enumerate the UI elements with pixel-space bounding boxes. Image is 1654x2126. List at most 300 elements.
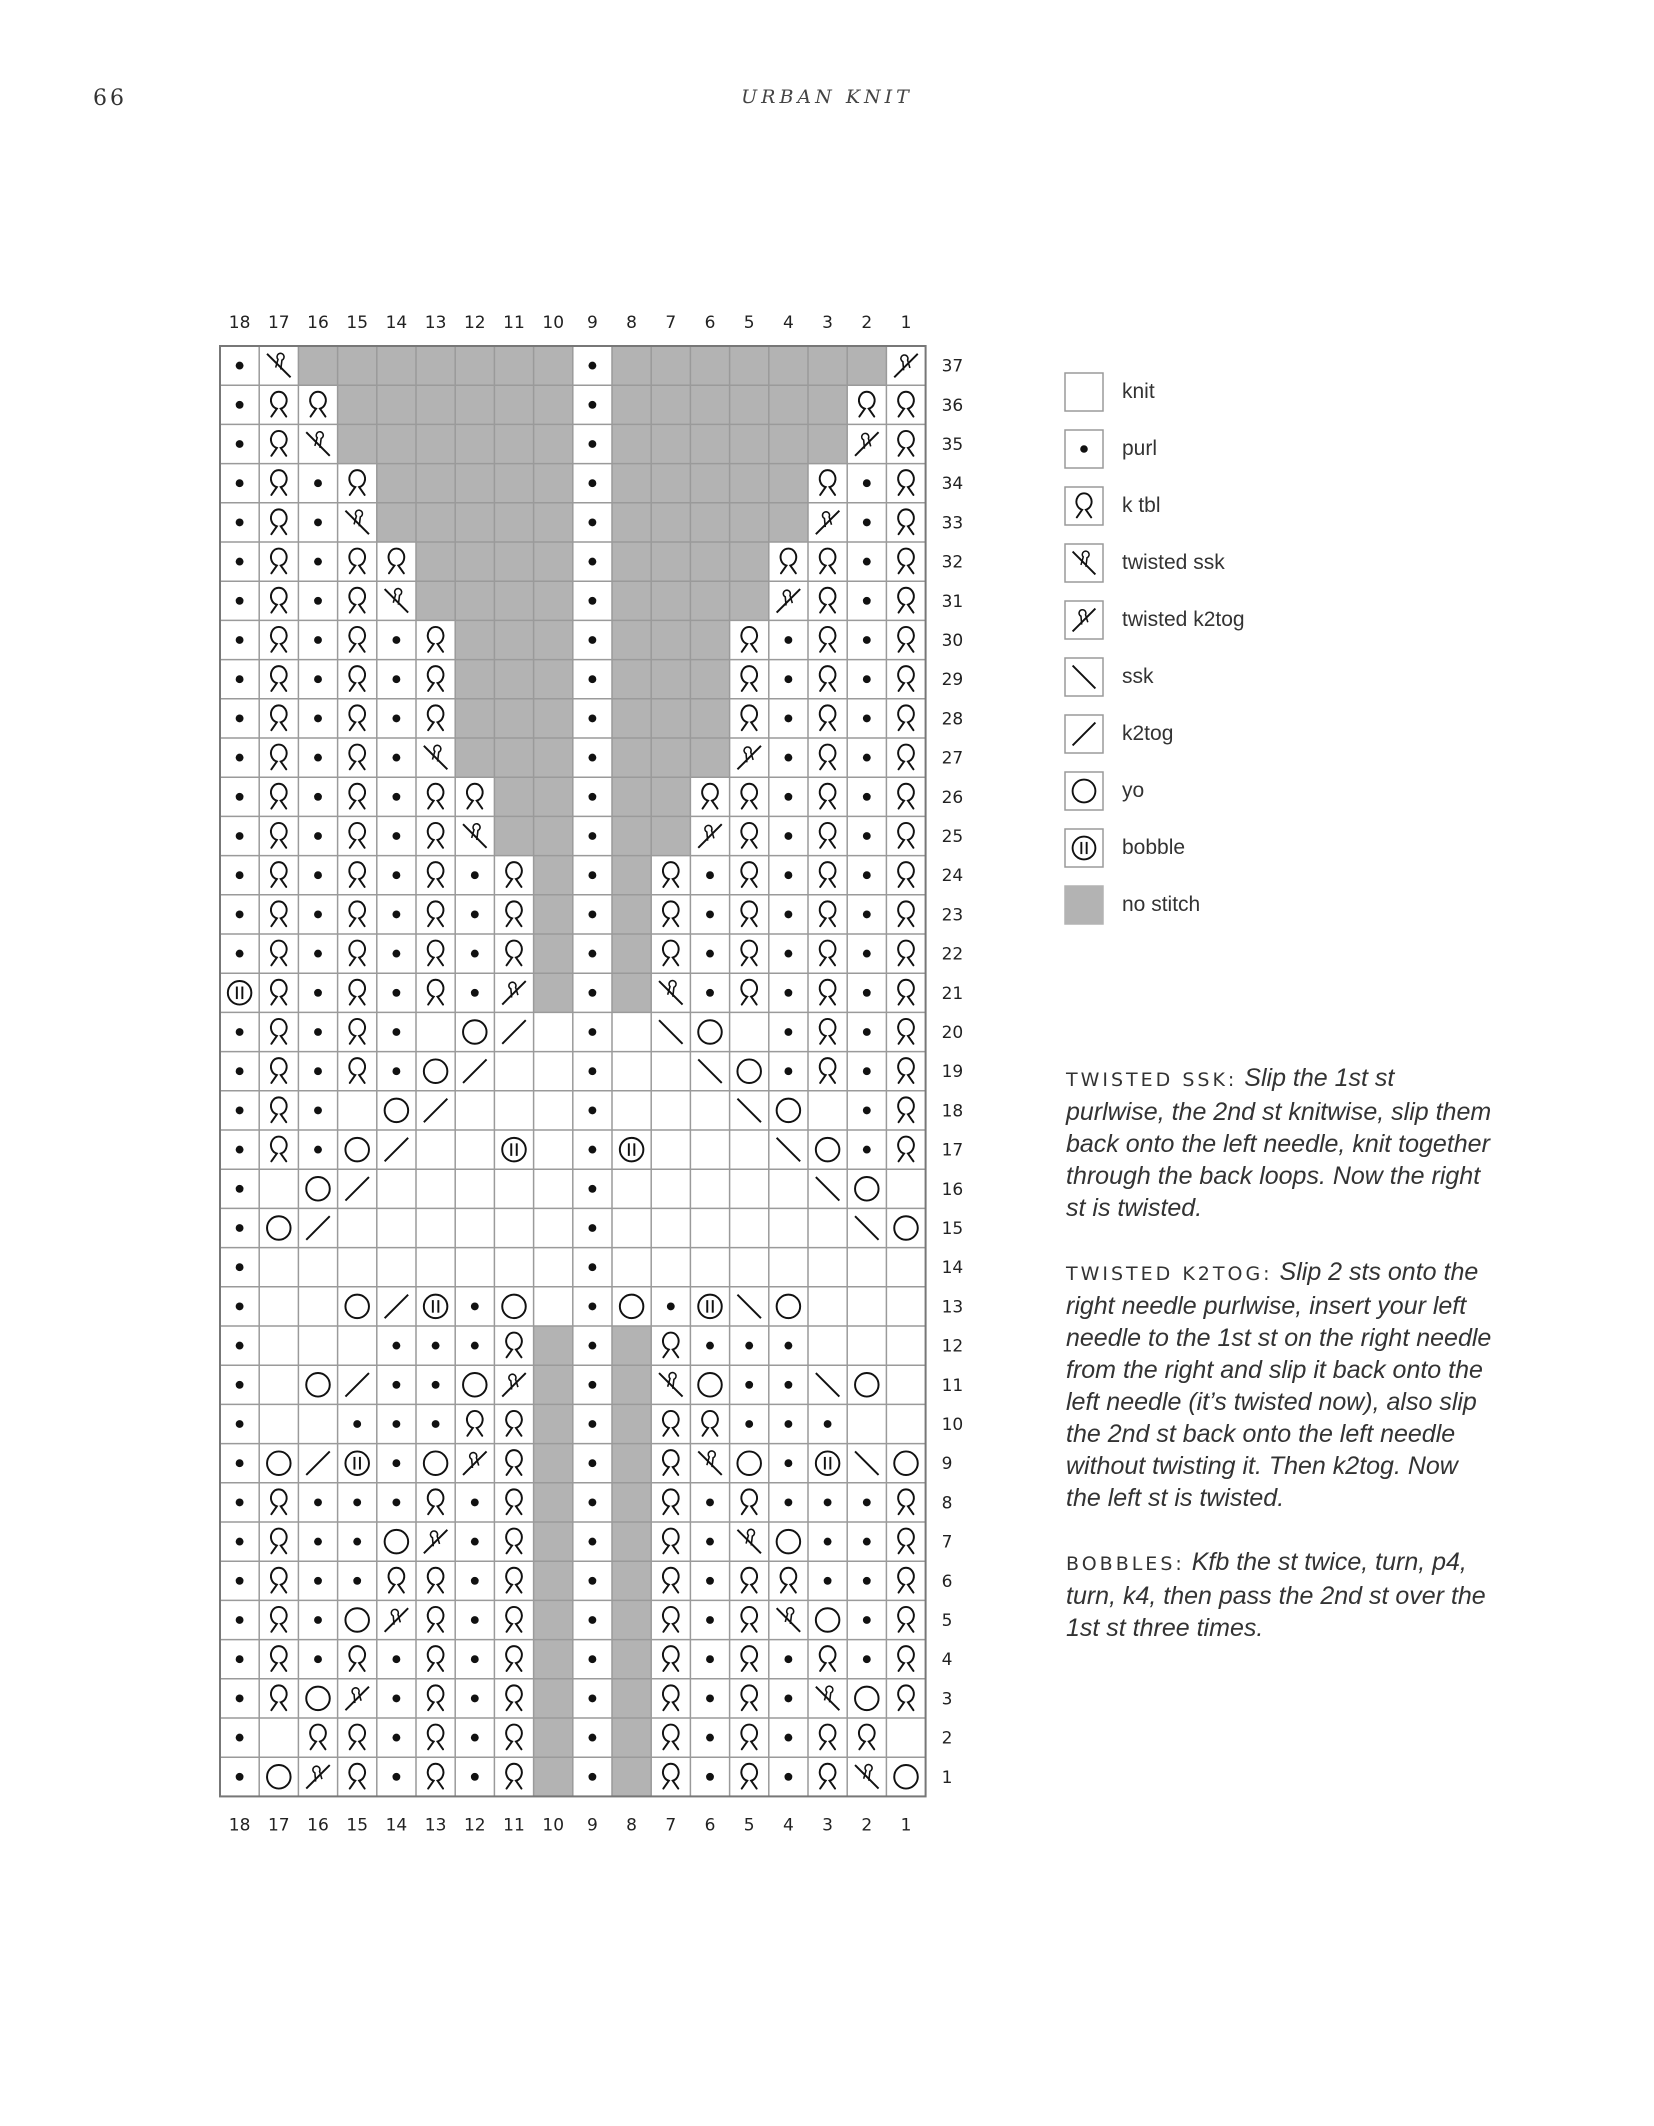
no-stitch-cell xyxy=(534,464,573,503)
stitch-cell-no-stitch xyxy=(534,777,573,816)
stitch-cell-no-stitch xyxy=(534,699,573,738)
stitch-cell-purl xyxy=(220,1561,259,1600)
stitch-cell-no-stitch xyxy=(534,581,573,620)
cell-bg xyxy=(455,1012,494,1051)
stitch-cell-k-tbl xyxy=(730,973,769,1012)
stitch-cell-purl xyxy=(377,620,416,659)
legend-label: knit xyxy=(1122,380,1155,403)
stitch-cell-purl xyxy=(338,1483,377,1522)
no-stitch-cell xyxy=(612,934,651,973)
no-stitch-cell xyxy=(612,503,651,542)
stitch-cell-k2tog xyxy=(416,1091,455,1130)
stitch-cell-knit xyxy=(651,1091,690,1130)
no-stitch-cell xyxy=(534,542,573,581)
stitch-cell-k-tbl xyxy=(259,856,298,895)
cell-bg xyxy=(534,1248,573,1287)
stitch-cell-purl xyxy=(455,1757,494,1796)
stitch-cell-knit xyxy=(377,1208,416,1247)
stitch-cell-purl xyxy=(220,1091,259,1130)
stitch-cell-knit xyxy=(259,1718,298,1757)
stitch-cell-knit xyxy=(298,1248,337,1287)
stitch-cell-twisted-k2tog xyxy=(338,1679,377,1718)
stitch-cell-purl xyxy=(298,1052,337,1091)
column-number-bottom: 13 xyxy=(424,1815,447,1836)
stitch-cell-k-tbl xyxy=(416,1561,455,1600)
stitch-cell-yo xyxy=(259,1208,298,1247)
running-title: URBAN KNIT xyxy=(741,86,913,108)
stitch-cell-no-stitch xyxy=(769,503,808,542)
stitch-cell-no-stitch xyxy=(494,699,533,738)
stitch-cell-purl xyxy=(220,699,259,738)
no-stitch-cell xyxy=(534,1444,573,1483)
column-number-top: 3 xyxy=(822,313,834,333)
stitch-cell-purl xyxy=(455,1483,494,1522)
no-stitch-cell xyxy=(651,503,690,542)
stitch-cell-twisted-ssk xyxy=(808,1679,847,1718)
stitch-cell-knit xyxy=(808,1091,847,1130)
no-stitch-cell xyxy=(769,424,808,463)
no-stitch-cell xyxy=(690,346,729,385)
row-number: 16 xyxy=(941,1179,964,1200)
stitch-cell-k-tbl xyxy=(886,385,925,424)
stitch-cell-yo xyxy=(769,1522,808,1561)
cell-bg xyxy=(416,1169,455,1208)
stitch-cell-yo xyxy=(690,1365,729,1404)
stitch-cell-no-stitch xyxy=(298,346,337,385)
stitch-cell-purl xyxy=(220,424,259,463)
stitch-cell-knit xyxy=(651,1248,690,1287)
row-number: 32 xyxy=(941,552,964,573)
stitch-cell-no-stitch xyxy=(690,542,729,581)
stitch-cell-purl xyxy=(769,777,808,816)
cell-bg xyxy=(612,1169,651,1208)
stitch-cell-purl xyxy=(455,1600,494,1639)
stitch-cell-k-tbl xyxy=(259,1012,298,1051)
no-stitch-cell xyxy=(769,503,808,542)
column-number-top: 13 xyxy=(424,313,447,333)
no-stitch-cell xyxy=(612,738,651,777)
stitch-cell-knit xyxy=(886,1248,925,1287)
stitch-cell-purl xyxy=(220,542,259,581)
stitch-cell-knit xyxy=(259,1404,298,1443)
stitch-cell-knit xyxy=(534,1248,573,1287)
stitch-cell-yo xyxy=(416,1444,455,1483)
cell-bg xyxy=(651,1091,690,1130)
stitch-cell-ssk xyxy=(690,1052,729,1091)
note-heading: TWISTED SSK: xyxy=(1066,1069,1238,1091)
stitch-cell-purl xyxy=(573,1757,612,1796)
cell-bg xyxy=(1065,829,1103,867)
stitch-cell-k-tbl xyxy=(416,1483,455,1522)
stitch-cell-ssk xyxy=(651,1012,690,1051)
stitch-cell-purl xyxy=(220,816,259,855)
stitch-cell-knit xyxy=(730,1169,769,1208)
stitch-cell-no-stitch xyxy=(416,385,455,424)
stitch-cell-purl xyxy=(651,1287,690,1326)
no-stitch-cell xyxy=(534,1640,573,1679)
stitch-cell-bobble xyxy=(416,1287,455,1326)
stitch-cell-k-tbl xyxy=(338,660,377,699)
no-stitch-cell xyxy=(534,973,573,1012)
stitch-cell-purl xyxy=(690,1561,729,1600)
stitch-cell-no-stitch xyxy=(769,424,808,463)
cell-bg xyxy=(847,1248,886,1287)
no-stitch-cell xyxy=(769,385,808,424)
stitch-cell-twisted-k2tog xyxy=(847,424,886,463)
stitch-cell-purl xyxy=(220,1326,259,1365)
cell-bg xyxy=(494,1130,533,1169)
stitch-cell-k-tbl xyxy=(886,1679,925,1718)
cell-bg xyxy=(338,1248,377,1287)
row-number: 20 xyxy=(941,1023,964,1043)
stitch-cell-no-stitch xyxy=(534,1640,573,1679)
stitch-cell-purl xyxy=(573,1091,612,1130)
stitch-cell-knit xyxy=(534,1052,573,1091)
stitch-cell-purl xyxy=(769,1404,808,1443)
stitch-cell-purl xyxy=(847,699,886,738)
no-stitch-cell xyxy=(534,1365,573,1404)
cell-bg xyxy=(730,1012,769,1051)
stitch-cell-twisted-ssk xyxy=(847,1757,886,1796)
no-stitch-cell xyxy=(494,503,533,542)
stitch-cell-no-stitch xyxy=(338,424,377,463)
column-number-top: 12 xyxy=(463,313,486,333)
no-stitch-cell xyxy=(612,895,651,934)
note-heading: TWISTED K2TOG: xyxy=(1066,1263,1273,1285)
no-stitch-cell xyxy=(651,385,690,424)
stitch-cell-purl xyxy=(573,424,612,463)
stitch-cell-k-tbl xyxy=(259,581,298,620)
stitch-cell-no-stitch xyxy=(455,464,494,503)
row-number: 36 xyxy=(941,395,964,416)
cell-bg xyxy=(416,1287,455,1326)
k-tbl-icon xyxy=(1064,486,1104,526)
column-number-bottom: 6 xyxy=(704,1815,716,1836)
no-stitch-cell xyxy=(455,699,494,738)
cell-bg xyxy=(651,1052,690,1091)
stitch-cell-knit xyxy=(494,1052,533,1091)
no-stitch-cell xyxy=(377,385,416,424)
cell-bg xyxy=(298,1365,337,1404)
stitch-cell-yo xyxy=(847,1679,886,1718)
stitch-cell-no-stitch xyxy=(651,346,690,385)
row-number: 21 xyxy=(941,983,964,1004)
stitch-cell-no-stitch xyxy=(847,346,886,385)
no-stitch-cell xyxy=(534,346,573,385)
stitch-cell-k-tbl xyxy=(338,895,377,934)
stitch-cell-k-tbl xyxy=(259,1130,298,1169)
row-number: 10 xyxy=(941,1415,964,1435)
cell-bg xyxy=(690,1169,729,1208)
stitch-cell-purl xyxy=(730,1404,769,1443)
stitch-cell-purl xyxy=(220,895,259,934)
stitch-cell-purl xyxy=(220,1718,259,1757)
no-stitch-cell xyxy=(612,464,651,503)
stitch-cell-ssk xyxy=(847,1444,886,1483)
cell-bg xyxy=(651,1248,690,1287)
cell-bg xyxy=(730,1130,769,1169)
stitch-cell-k-tbl xyxy=(259,816,298,855)
stitch-cell-purl xyxy=(377,973,416,1012)
row-number: 37 xyxy=(941,356,964,377)
cell-bg xyxy=(259,1404,298,1443)
no-stitch-cell xyxy=(534,1757,573,1796)
knit-icon xyxy=(1064,372,1104,412)
stitch-cell-purl xyxy=(377,816,416,855)
stitch-cell-k-tbl xyxy=(886,503,925,542)
stitch-cell-purl xyxy=(769,699,808,738)
stitch-cell-knit xyxy=(808,1208,847,1247)
stitch-cell-no-stitch xyxy=(534,934,573,973)
stitch-cell-purl xyxy=(573,934,612,973)
stitch-cell-k-tbl xyxy=(455,1404,494,1443)
stitch-cell-purl xyxy=(455,934,494,973)
stitch-cell-purl xyxy=(573,1404,612,1443)
stitch-cell-k-tbl xyxy=(886,424,925,463)
stitch-cell-purl xyxy=(377,1640,416,1679)
stitch-cell-k-tbl xyxy=(651,1679,690,1718)
stitch-cell-k-tbl xyxy=(886,1600,925,1639)
cell-bg xyxy=(338,1326,377,1365)
stitch-cell-purl xyxy=(690,934,729,973)
stitch-cell-k-tbl xyxy=(259,1640,298,1679)
stitch-cell-k-tbl xyxy=(338,1012,377,1051)
stitch-cell-purl xyxy=(769,1483,808,1522)
cell-bg xyxy=(612,1208,651,1247)
stitch-cell-no-stitch xyxy=(494,424,533,463)
stitch-cell-yo xyxy=(377,1522,416,1561)
cell-bg xyxy=(338,1287,377,1326)
stitch-cell-purl xyxy=(573,464,612,503)
no-stitch-cell xyxy=(494,816,533,855)
no-stitch-cell xyxy=(455,581,494,620)
cell-bg xyxy=(298,1404,337,1443)
no-stitch-cell xyxy=(651,346,690,385)
stitch-cell-k-tbl xyxy=(886,1091,925,1130)
stitch-cell-yo xyxy=(808,1130,847,1169)
no-stitch-cell xyxy=(651,699,690,738)
row-number: 28 xyxy=(941,709,964,730)
column-number-bottom: 16 xyxy=(307,1815,329,1836)
stitch-cell-k-tbl xyxy=(730,1600,769,1639)
stitch-cell-purl xyxy=(298,503,337,542)
no-stitch-cell xyxy=(416,346,455,385)
column-number-bottom: 2 xyxy=(861,1815,873,1836)
stitch-cell-no-stitch xyxy=(455,542,494,581)
row-number: 31 xyxy=(941,591,964,612)
no-stitch-cell xyxy=(612,581,651,620)
stitch-cell-purl xyxy=(690,856,729,895)
row-number: 15 xyxy=(941,1219,964,1239)
legend-label: yo xyxy=(1122,779,1145,802)
no-stitch-cell xyxy=(690,464,729,503)
column-number-top: 7 xyxy=(665,313,677,333)
stitch-cell-purl xyxy=(847,856,886,895)
row-number: 24 xyxy=(941,866,964,887)
cell-bg xyxy=(259,1326,298,1365)
stitch-cell-k-tbl xyxy=(730,1679,769,1718)
no-stitch-cell xyxy=(808,385,847,424)
no-stitch-cell xyxy=(690,503,729,542)
no-stitch-cell xyxy=(612,816,651,855)
stitch-cell-twisted-k2tog xyxy=(730,738,769,777)
stitch-cell-knit xyxy=(377,1169,416,1208)
row-number: 11 xyxy=(941,1375,964,1396)
cell-bg xyxy=(494,1169,533,1208)
stitch-cell-purl xyxy=(808,1483,847,1522)
row-number: 3 xyxy=(941,1689,953,1710)
cell-bg xyxy=(730,1208,769,1247)
stitch-cell-no-stitch xyxy=(534,424,573,463)
stitch-cell-no-stitch xyxy=(494,581,533,620)
stitch-cell-purl xyxy=(573,1483,612,1522)
stitch-cell-bobble xyxy=(690,1287,729,1326)
legend-item-no-stitch xyxy=(1064,885,1364,925)
stitch-cell-yo xyxy=(338,1600,377,1639)
stitch-cell-knit xyxy=(808,1248,847,1287)
column-number-top: 1 xyxy=(900,313,912,333)
no-stitch-cell xyxy=(534,620,573,659)
legend-item-twisted-ssk xyxy=(1064,543,1364,583)
no-stitch-cell xyxy=(534,1483,573,1522)
stitch-cell-knit xyxy=(847,1404,886,1443)
stitch-cell-k-tbl xyxy=(494,856,533,895)
stitch-cell-no-stitch xyxy=(651,620,690,659)
stitch-cell-knit xyxy=(690,1208,729,1247)
stitch-cell-purl xyxy=(690,1679,729,1718)
cell-bg xyxy=(259,1718,298,1757)
no-stitch-cell xyxy=(730,385,769,424)
stitch-cell-purl xyxy=(573,856,612,895)
stitch-cell-k-tbl xyxy=(886,895,925,934)
stitch-cell-no-stitch xyxy=(534,1326,573,1365)
stitch-cell-purl xyxy=(220,464,259,503)
stitch-cell-knit xyxy=(298,1287,337,1326)
cell-bg xyxy=(886,1444,925,1483)
row-number: 4 xyxy=(941,1650,953,1671)
stitch-cell-yo xyxy=(769,1287,808,1326)
stitch-cell-purl xyxy=(573,385,612,424)
stitch-cell-k-tbl xyxy=(808,973,847,1012)
stitch-cell-purl xyxy=(298,1522,337,1561)
stitch-cell-ssk xyxy=(730,1287,769,1326)
stitch-cell-no-stitch xyxy=(494,503,533,542)
no-stitch-cell xyxy=(690,738,729,777)
no-stitch-cell xyxy=(612,424,651,463)
cell-bg xyxy=(847,1326,886,1365)
cell-bg xyxy=(534,1012,573,1051)
no-stitch-cell xyxy=(612,1561,651,1600)
cell-bg xyxy=(534,1208,573,1247)
stitch-cell-purl xyxy=(338,1522,377,1561)
stitch-cell-twisted-ssk xyxy=(690,1444,729,1483)
no-stitch-cell xyxy=(847,346,886,385)
column-number-top: 18 xyxy=(228,313,251,333)
stitch-cell-purl xyxy=(298,1091,337,1130)
stitch-cell-purl xyxy=(220,660,259,699)
stitch-cell-purl xyxy=(730,1365,769,1404)
row-number: 35 xyxy=(941,435,964,455)
stitch-cell-yo xyxy=(298,1679,337,1718)
column-number-bottom: 17 xyxy=(267,1815,290,1836)
stitch-cell-purl xyxy=(769,1052,808,1091)
stitch-cell-no-stitch xyxy=(612,385,651,424)
stitch-cell-twisted-k2tog xyxy=(298,1757,337,1796)
stitch-cell-knit xyxy=(730,1130,769,1169)
cell-bg xyxy=(690,1130,729,1169)
stitch-cell-no-stitch xyxy=(612,1640,651,1679)
stitch-cell-no-stitch xyxy=(612,699,651,738)
stitch-cell-purl xyxy=(573,620,612,659)
stitch-cell-no-stitch xyxy=(769,346,808,385)
cell-bg xyxy=(769,1208,808,1247)
stitch-cell-knit xyxy=(730,1208,769,1247)
stitch-cell-no-stitch xyxy=(534,738,573,777)
stitch-cell-purl xyxy=(377,895,416,934)
column-number-top: 6 xyxy=(704,313,716,333)
stitch-cell-knit xyxy=(534,1169,573,1208)
stitch-cell-yo xyxy=(886,1757,925,1796)
stitch-cell-k-tbl xyxy=(494,1679,533,1718)
stitch-cell-purl xyxy=(220,581,259,620)
stitch-cell-knit xyxy=(612,1091,651,1130)
stitch-cell-knit xyxy=(651,1130,690,1169)
stitch-cell-purl xyxy=(769,934,808,973)
no-stitch-cell xyxy=(534,1326,573,1365)
stitch-cell-k-tbl xyxy=(808,738,847,777)
stitch-cell-purl xyxy=(573,346,612,385)
stitch-cell-purl xyxy=(730,1326,769,1365)
column-number-bottom: 11 xyxy=(503,1815,525,1836)
stitch-cell-purl xyxy=(573,581,612,620)
k2tog-icon xyxy=(1064,714,1104,754)
legend-label: k2tog xyxy=(1122,722,1174,745)
row-number: 13 xyxy=(941,1297,964,1318)
stitch-cell-no-stitch xyxy=(534,856,573,895)
stitch-cell-purl xyxy=(769,856,808,895)
stitch-cell-k-tbl xyxy=(259,777,298,816)
stitch-cell-k-tbl xyxy=(651,1757,690,1796)
column-number-top: 4 xyxy=(782,313,794,333)
no-stitch-cell xyxy=(651,816,690,855)
stitch-cell-twisted-k2tog xyxy=(690,816,729,855)
stitch-cell-k-tbl xyxy=(259,934,298,973)
stitch-cell-purl xyxy=(690,1326,729,1365)
stitch-cell-purl xyxy=(573,1169,612,1208)
stitch-cell-k-tbl xyxy=(338,1052,377,1091)
no-stitch-cell xyxy=(534,777,573,816)
stitch-cell-yo xyxy=(455,1365,494,1404)
stitch-cell-purl xyxy=(769,895,808,934)
cell-bg xyxy=(298,1248,337,1287)
stitch-cell-ssk xyxy=(808,1365,847,1404)
stitch-cell-no-stitch xyxy=(416,581,455,620)
cell-bg xyxy=(612,1287,651,1326)
no-stitch-cell xyxy=(534,1522,573,1561)
no-stitch-cell xyxy=(455,346,494,385)
stitch-cell-purl xyxy=(847,1640,886,1679)
stitch-cell-purl xyxy=(220,503,259,542)
stitch-cell-k-tbl xyxy=(416,1640,455,1679)
stitch-cell-bobble xyxy=(612,1130,651,1169)
stitch-cell-k-tbl xyxy=(886,464,925,503)
stitch-cell-purl xyxy=(298,777,337,816)
stitch-cell-purl xyxy=(220,1483,259,1522)
stitch-cell-no-stitch xyxy=(338,385,377,424)
stitch-cell-k-tbl xyxy=(455,777,494,816)
column-number-bottom: 18 xyxy=(228,1815,251,1836)
column-number-bottom: 12 xyxy=(463,1815,486,1836)
